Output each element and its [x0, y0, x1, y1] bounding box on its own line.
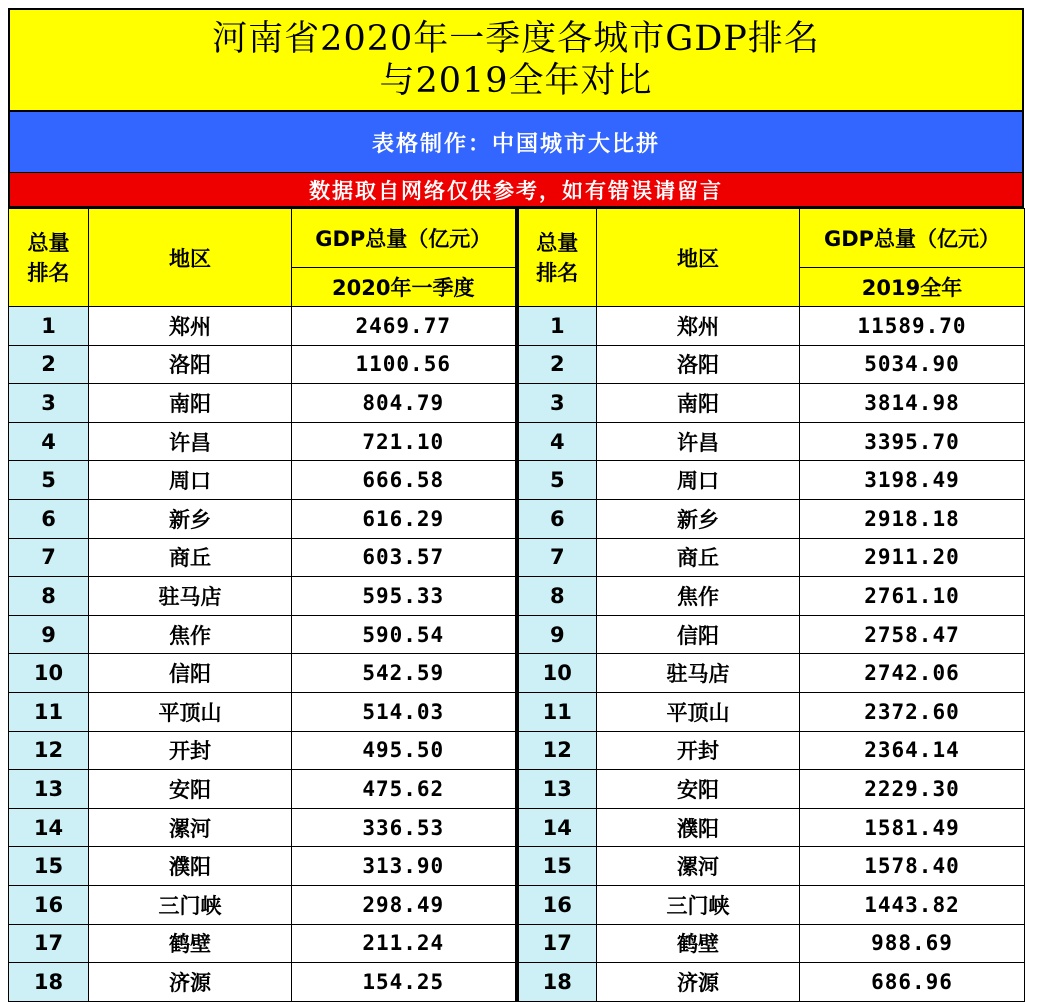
gdp-2019-cell: 2761.10 — [800, 577, 1025, 616]
gdp-2020q1-cell: 313.90 — [292, 847, 517, 886]
region-header-left: 地区 — [89, 209, 292, 307]
gdp-2019-cell: 1443.82 — [800, 885, 1025, 924]
gdp-2019-cell: 1578.40 — [800, 847, 1025, 886]
gdp-ranking-sheet — [8, 8, 1024, 1002]
city-cell: 信阳 — [597, 615, 800, 654]
rank-header-line2: 排名 — [536, 260, 579, 285]
rank-cell: 1 — [517, 307, 597, 346]
gdp-2019-cell: 2364.14 — [800, 731, 1025, 770]
city-cell: 南阳 — [597, 384, 800, 423]
city-cell: 焦作 — [597, 577, 800, 616]
gdp-header-right: GDP总量（亿元） — [800, 209, 1025, 268]
period-header-right: 2019全年 — [800, 268, 1025, 307]
city-cell: 洛阳 — [89, 345, 292, 384]
gdp-2020q1-cell: 1100.56 — [292, 345, 517, 384]
table-row — [9, 461, 1025, 500]
gdp-2019-cell: 2229.30 — [800, 770, 1025, 809]
region-header-right: 地区 — [597, 209, 800, 307]
rank-cell: 10 — [517, 654, 597, 693]
city-cell: 周口 — [89, 461, 292, 500]
gdp-2019-cell: 2742.06 — [800, 654, 1025, 693]
ranking-table — [8, 208, 1025, 1002]
city-cell: 安阳 — [89, 770, 292, 809]
gdp-2020q1-cell: 542.59 — [292, 654, 517, 693]
rank-cell: 6 — [9, 499, 89, 538]
rank-cell: 14 — [517, 808, 597, 847]
gdp-2020q1-cell: 298.49 — [292, 885, 517, 924]
city-cell: 许昌 — [597, 422, 800, 461]
city-cell: 鹤壁 — [597, 924, 800, 963]
gdp-2020q1-cell: 616.29 — [292, 499, 517, 538]
gdp-2020q1-cell: 495.50 — [292, 731, 517, 770]
city-cell: 郑州 — [597, 307, 800, 346]
rank-cell: 1 — [9, 307, 89, 346]
gdp-2019-cell: 988.69 — [800, 924, 1025, 963]
rank-cell: 16 — [517, 885, 597, 924]
gdp-2020q1-cell: 590.54 — [292, 615, 517, 654]
table-row — [9, 924, 1025, 963]
rank-header-line1: 总量 — [536, 230, 579, 255]
gdp-2020q1-cell: 721.10 — [292, 422, 517, 461]
rank-cell: 17 — [9, 924, 89, 963]
city-cell: 安阳 — [597, 770, 800, 809]
city-cell: 驻马店 — [597, 654, 800, 693]
gdp-header-left: GDP总量（亿元） — [292, 209, 517, 268]
city-cell: 洛阳 — [597, 345, 800, 384]
gdp-2019-cell: 1581.49 — [800, 808, 1025, 847]
gdp-2020q1-cell: 336.53 — [292, 808, 517, 847]
rank-cell: 3 — [9, 384, 89, 423]
rank-header-left — [9, 209, 89, 307]
city-cell: 漯河 — [89, 808, 292, 847]
rank-cell: 4 — [9, 422, 89, 461]
city-cell: 濮阳 — [89, 847, 292, 886]
gdp-2019-cell: 5034.90 — [800, 345, 1025, 384]
gdp-2019-cell: 2758.47 — [800, 615, 1025, 654]
header-row-1 — [9, 209, 1025, 268]
gdp-2019-cell: 3395.70 — [800, 422, 1025, 461]
city-cell: 三门峡 — [89, 885, 292, 924]
rank-cell: 4 — [517, 422, 597, 461]
rank-cell: 16 — [9, 885, 89, 924]
rank-header-right — [517, 209, 597, 307]
gdp-2020q1-cell: 804.79 — [292, 384, 517, 423]
rank-cell: 3 — [517, 384, 597, 423]
gdp-2020q1-cell: 2469.77 — [292, 307, 517, 346]
table-row — [9, 422, 1025, 461]
gdp-2019-cell: 2911.20 — [800, 538, 1025, 577]
rank-cell: 9 — [9, 615, 89, 654]
table-row — [9, 731, 1025, 770]
rank-header-line1: 总量 — [27, 230, 70, 255]
rank-cell: 18 — [517, 963, 597, 1002]
city-cell: 鹤壁 — [89, 924, 292, 963]
city-cell: 濮阳 — [597, 808, 800, 847]
rank-cell: 15 — [517, 847, 597, 886]
city-cell: 三门峡 — [597, 885, 800, 924]
city-cell: 焦作 — [89, 615, 292, 654]
rank-cell: 7 — [9, 538, 89, 577]
title-line-1: 河南省2020年一季度各城市GDP排名 — [212, 19, 820, 59]
table-row — [9, 963, 1025, 1002]
city-cell: 平顶山 — [89, 692, 292, 731]
table-row — [9, 538, 1025, 577]
rank-cell: 11 — [517, 692, 597, 731]
rank-cell: 2 — [9, 345, 89, 384]
table-row — [9, 847, 1025, 886]
city-cell: 南阳 — [89, 384, 292, 423]
table-row — [9, 654, 1025, 693]
gdp-2020q1-cell: 154.25 — [292, 963, 517, 1002]
table-row — [9, 770, 1025, 809]
notice-banner: 数据取自网络仅供参考，如有错误请留言 — [8, 172, 1024, 208]
table-row — [9, 885, 1025, 924]
gdp-2020q1-cell: 475.62 — [292, 770, 517, 809]
rank-cell: 8 — [9, 577, 89, 616]
city-cell: 济源 — [597, 963, 800, 1002]
rank-cell: 13 — [9, 770, 89, 809]
gdp-2019-cell: 3814.98 — [800, 384, 1025, 423]
table-row — [9, 499, 1025, 538]
rank-cell: 13 — [517, 770, 597, 809]
city-cell: 开封 — [89, 731, 292, 770]
gdp-2019-cell: 2918.18 — [800, 499, 1025, 538]
city-cell: 济源 — [89, 963, 292, 1002]
city-cell: 周口 — [597, 461, 800, 500]
rank-cell: 11 — [9, 692, 89, 731]
city-cell: 许昌 — [89, 422, 292, 461]
title-banner — [8, 8, 1024, 112]
rank-cell: 5 — [517, 461, 597, 500]
city-cell: 郑州 — [89, 307, 292, 346]
gdp-2019-cell: 3198.49 — [800, 461, 1025, 500]
gdp-2020q1-cell: 603.57 — [292, 538, 517, 577]
rank-cell: 7 — [517, 538, 597, 577]
gdp-2020q1-cell: 595.33 — [292, 577, 517, 616]
gdp-2019-cell: 11589.70 — [800, 307, 1025, 346]
rank-cell: 8 — [517, 577, 597, 616]
city-cell: 平顶山 — [597, 692, 800, 731]
rank-cell: 17 — [517, 924, 597, 963]
credit-banner: 表格制作：中国城市大比拼 — [8, 112, 1024, 172]
rank-cell: 12 — [9, 731, 89, 770]
table-row — [9, 384, 1025, 423]
table-row — [9, 615, 1025, 654]
rank-header-line2: 排名 — [27, 260, 70, 285]
table-row — [9, 345, 1025, 384]
city-cell: 新乡 — [597, 499, 800, 538]
rank-cell: 14 — [9, 808, 89, 847]
gdp-2019-cell: 686.96 — [800, 963, 1025, 1002]
gdp-2020q1-cell: 514.03 — [292, 692, 517, 731]
ranking-rows — [9, 307, 1025, 1002]
rank-cell: 18 — [9, 963, 89, 1002]
city-cell: 新乡 — [89, 499, 292, 538]
table-row — [9, 808, 1025, 847]
city-cell: 开封 — [597, 731, 800, 770]
rank-cell: 15 — [9, 847, 89, 886]
period-header-left: 2020年一季度 — [292, 268, 517, 307]
city-cell: 漯河 — [597, 847, 800, 886]
gdp-2020q1-cell: 666.58 — [292, 461, 517, 500]
table-row — [9, 307, 1025, 346]
gdp-2019-cell: 2372.60 — [800, 692, 1025, 731]
city-cell: 商丘 — [89, 538, 292, 577]
city-cell: 驻马店 — [89, 577, 292, 616]
gdp-2020q1-cell: 211.24 — [292, 924, 517, 963]
rank-cell: 5 — [9, 461, 89, 500]
title-line-2: 与2019全年对比 — [379, 61, 653, 101]
rank-cell: 2 — [517, 345, 597, 384]
rank-cell: 12 — [517, 731, 597, 770]
city-cell: 商丘 — [597, 538, 800, 577]
table-row — [9, 692, 1025, 731]
rank-cell: 9 — [517, 615, 597, 654]
city-cell: 信阳 — [89, 654, 292, 693]
rank-cell: 6 — [517, 499, 597, 538]
rank-cell: 10 — [9, 654, 89, 693]
table-row — [9, 577, 1025, 616]
